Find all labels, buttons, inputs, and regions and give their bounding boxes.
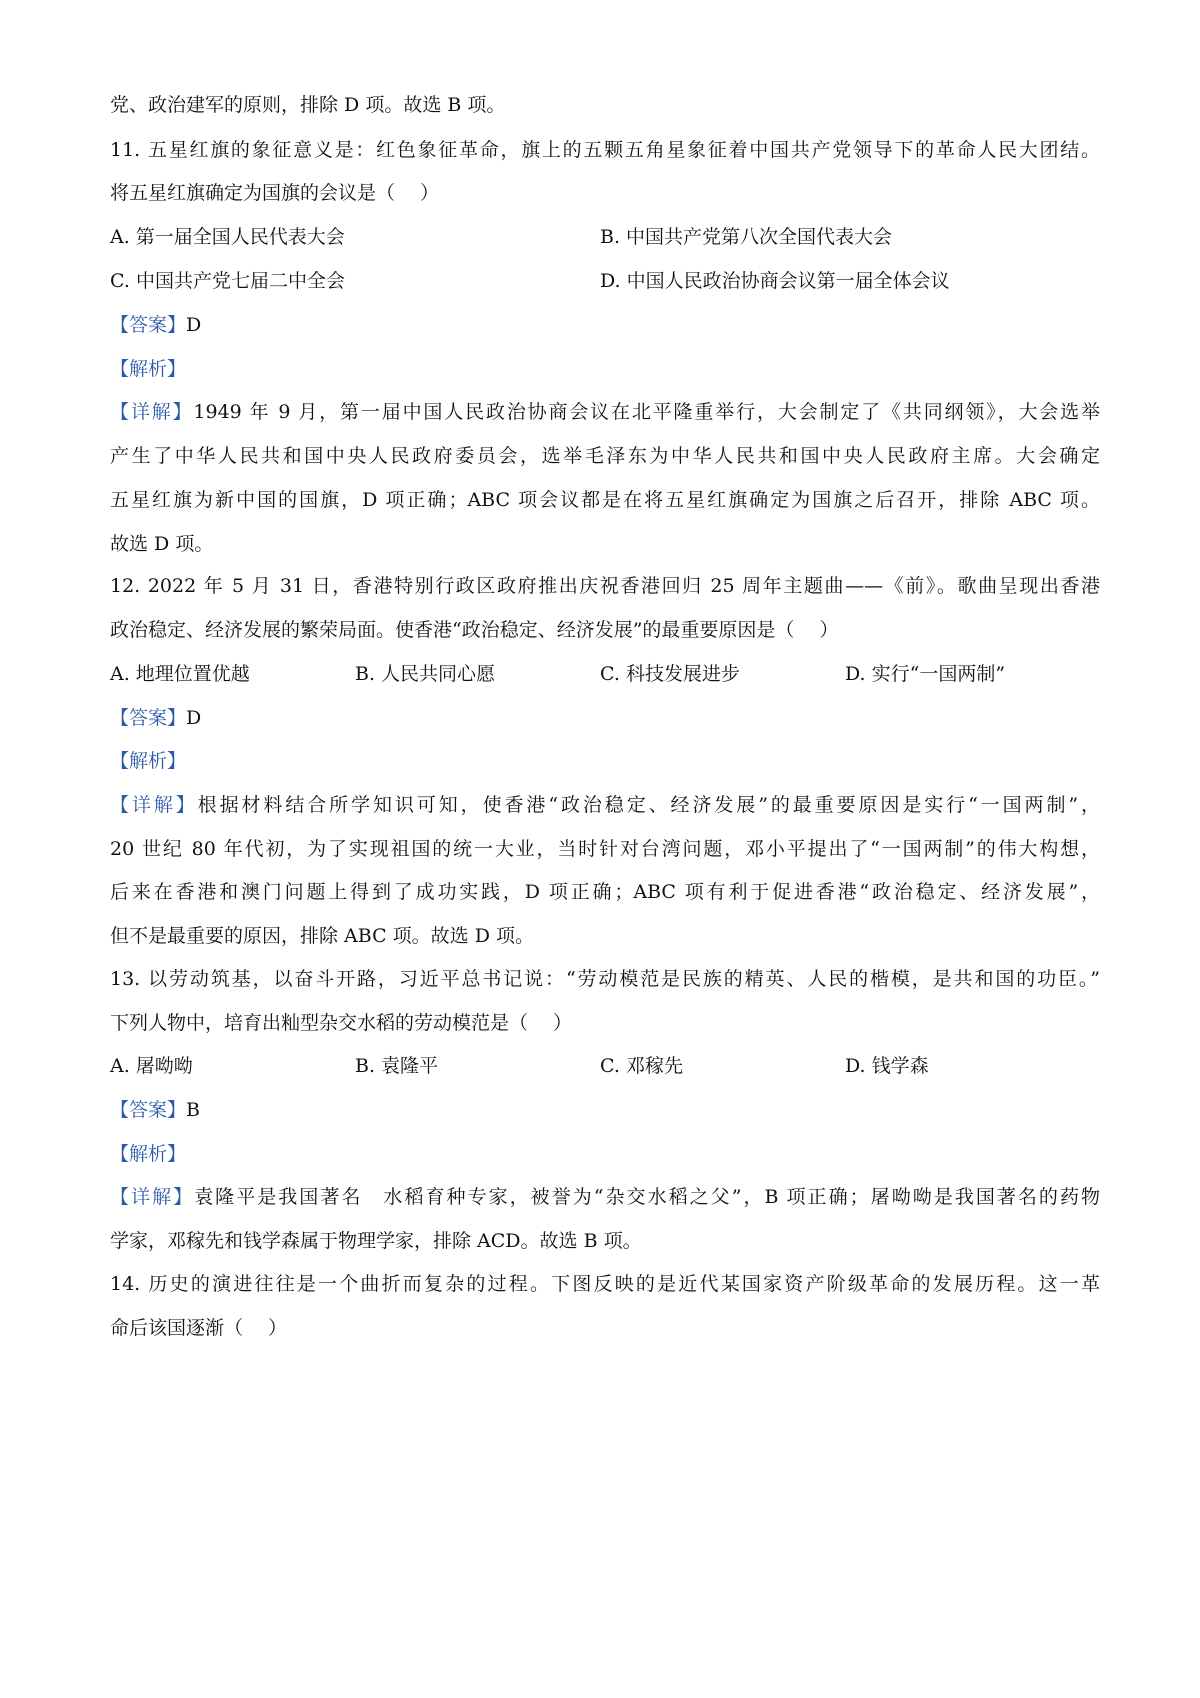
q11-answer: [110, 312, 1100, 338]
q11-detail-line4: 故选 D 项。: [110, 533, 214, 555]
q12-detail-text1: 根据材料结合所学知识可知，使香港“政治稳定、经济发展”的最重要原因是实行“一国两制”，: [197, 794, 1100, 816]
q12-option-b: B. 人民共同心愿: [355, 663, 496, 685]
q14-stem-line2: 命后该国逐渐（ ）: [110, 1317, 288, 1339]
q11-option-a: A. 第一届全国人民代表大会: [110, 226, 345, 248]
q12-answer-label: 【答案】: [110, 707, 187, 729]
q13-detail-text1: 袁隆平是我国著名 水稻育种专家，被誉为“杂交水稻之父”，B 项正确；屠呦呦是我国著名的药物: [194, 1186, 1100, 1208]
q13-answer-value: B: [186, 1099, 200, 1121]
q13-option-b: B. 袁隆平: [355, 1055, 439, 1077]
q12-option-c: C. 科技发展进步: [600, 663, 740, 685]
q11-option-d: D. 中国人民政治协商会议第一届全体会议: [600, 270, 950, 292]
q12-detail-line1: [110, 792, 1100, 818]
q12-answer: [110, 705, 1100, 731]
q11-detail-line2: 产生了中华人民共和国中央人民政府委员会，选举毛泽东为中华人民共和国中央人民政府主席。大会确定: [110, 445, 1100, 467]
q12-stem-line1: 12. 2022 年 5 月 31 日，香港特别行政区政府推出庆祝香港回归 25 周年主题曲——《前》。歌曲呈现出香港: [110, 575, 1100, 597]
q11-analysis-label: 【解析】: [110, 358, 187, 380]
q11-answer-value: D: [186, 314, 202, 336]
q13-option-a: A. 屠呦呦: [110, 1055, 193, 1077]
q12-stem-line2: 政治稳定、经济发展的繁荣局面。使香港“政治稳定、经济发展”的最重要原因是（ ）: [110, 619, 839, 641]
q13-option-c: C. 邓稼先: [600, 1055, 683, 1077]
q13-stem-line2: 下列人物中，培育出籼型杂交水稻的劳动模范是（ ）: [110, 1012, 573, 1034]
q12-detail-line2: 20 世纪 80 年代初，为了实现祖国的统一大业，当时针对台湾问题，邓小平提出了“一国两制”的伟大构想，: [110, 838, 1100, 860]
q11-detail-line1: [110, 399, 1100, 425]
q12-analysis-label: 【解析】: [110, 750, 187, 772]
q13-answer-label: 【答案】: [110, 1099, 187, 1121]
q13-detail-label: 【详解】: [110, 1186, 195, 1208]
q11-option-c: C. 中国共产党七届二中全会: [110, 270, 345, 292]
q13-answer: [110, 1097, 1100, 1123]
q13-detail-line2: 学家，邓稼先和钱学森属于物理学家，排除 ACD。故选 B 项。: [110, 1230, 642, 1252]
q12-detail-line4: 但不是最重要的原因，排除 ABC 项。故选 D 项。: [110, 925, 534, 947]
q14-stem-line1: 14. 历史的演进往往是一个曲折而复杂的过程。下图反映的是近代某国家资产阶级革命的发展历程。这一革: [110, 1273, 1100, 1295]
q11-stem-line2: 将五星红旗确定为国旗的会议是（ ）: [110, 182, 440, 204]
q11-option-b: B. 中国共产党第八次全国代表大会: [600, 226, 893, 248]
q13-analysis-label: 【解析】: [110, 1143, 187, 1165]
q13-option-d: D. 钱学森: [845, 1055, 929, 1077]
q12-option-a: A. 地理位置优越: [110, 663, 250, 685]
q11-detail-label: 【详解】: [110, 401, 194, 423]
q12-answer-value: D: [186, 707, 202, 729]
q13-stem-line1: 13. 以劳动筑基，以奋斗开路，习近平总书记说：“劳动模范是民族的精英、人民的楷模，是共和国的功臣。”: [110, 968, 1100, 990]
q11-detail-line3: 五星红旗为新中国的国旗，D 项正确；ABC 项会议都是在将五星红旗确定为国旗之后召开，排除 ABC 项。: [110, 489, 1100, 511]
q13-detail-line1: [110, 1184, 1100, 1210]
q11-answer-label: 【答案】: [110, 314, 187, 336]
q11-stem-line1: 11. 五星红旗的象征意义是：红色象征革命，旗上的五颗五角星象征着中国共产党领导下的革命人民大团结。: [110, 139, 1100, 161]
q12-detail-label: 【详解】: [110, 794, 198, 816]
lead-line: 党、政治建军的原则，排除 D 项。故选 B 项。: [110, 94, 506, 116]
q12-option-d: D. 实行“一国两制”: [845, 663, 1006, 685]
q12-detail-line3: 后来在香港和澳门问题上得到了成功实践，D 项正确；ABC 项有利于促进香港“政治稳定、经济发展”，: [110, 881, 1100, 903]
q11-detail-text1: 1949 年 9 月，第一届中国人民政治协商会议在北平隆重举行，大会制定了《共同纲领》，大会选举: [193, 401, 1100, 423]
